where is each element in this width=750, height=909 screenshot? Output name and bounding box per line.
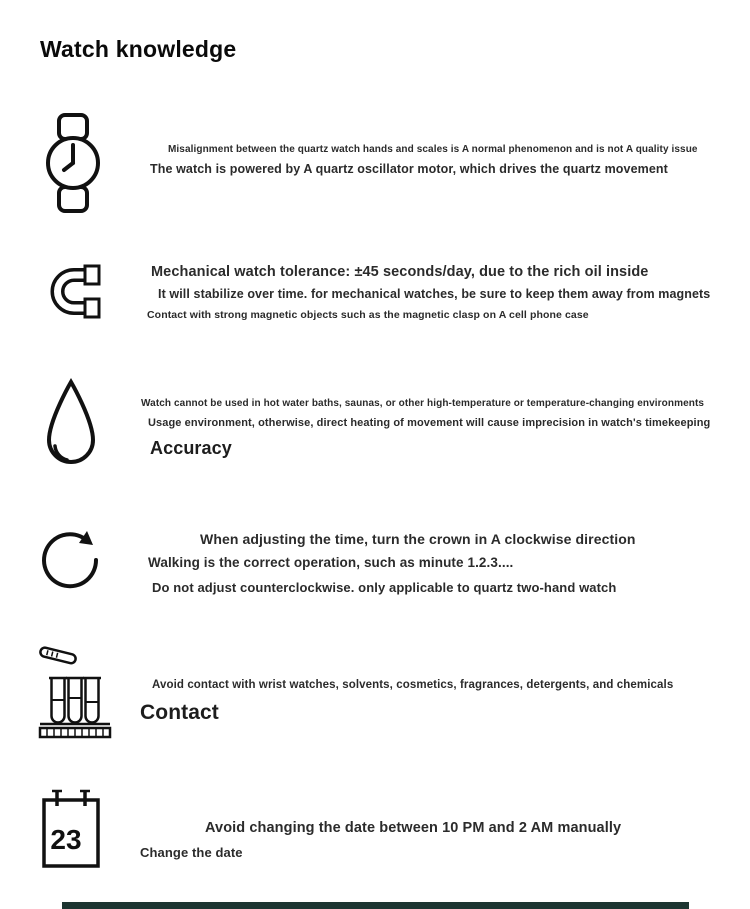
info-line: It will stabilize over time. for mechanical watches, be sure to keep them away from magnets [158,287,711,301]
info-line: Misalignment between the quartz watch hands and scales is A normal phenomenon and is not A quality issue [168,144,698,155]
info-line: Mechanical watch tolerance: ±45 seconds/day, due to the rich oil inside [151,264,649,280]
info-line: Contact with strong magnetic objects such as the magnetic clasp on A cell phone case [147,309,589,321]
page-title: Watch knowledge [40,36,237,62]
section-contact-text [140,679,673,725]
info-line: Walking is the correct operation, such as minute 1.2.3.... [148,555,514,570]
section-accuracy-text [141,398,710,459]
calendar-day-number: 23 [50,824,82,855]
section-change-date-text [140,820,621,860]
info-line: Avoid contact with wrist watches, solvents, cosmetics, fragrances, detergents, and chemicals [152,679,674,691]
info-line: When adjusting the time, turn the crown in A clockwise direction [200,531,636,547]
test-tubes-icon [36,642,114,740]
info-line: Do not adjust counterclockwise. only applicable to quartz two-hand watch [152,580,617,595]
footer-bar [62,902,689,909]
clockwise-arrow-icon [40,516,106,600]
watch-icon [44,112,102,214]
info-line: The watch is powered by A quartz oscillator motor, which drives the quartz movement [150,162,668,176]
contact-heading: Contact [140,701,219,724]
magnet-icon [40,258,106,324]
water-drop-icon [40,376,102,478]
section-adjusting-text [148,531,636,595]
section-quartz-text [150,144,698,176]
section-magnetism-text [147,264,710,321]
info-line: Usage environment, otherwise, direct heating of movement will cause imprecision in watch's timekeeping [148,417,711,429]
info-line: Avoid changing the date between 10 PM and 2 AM manually [205,820,622,836]
info-line: Watch cannot be used in hot water baths, saunas, or other high-temperature or temperature-changing environments [141,398,705,409]
accuracy-heading: Accuracy [150,438,232,458]
calendar-icon [40,788,102,876]
change-date-heading: Change the date [140,845,243,860]
